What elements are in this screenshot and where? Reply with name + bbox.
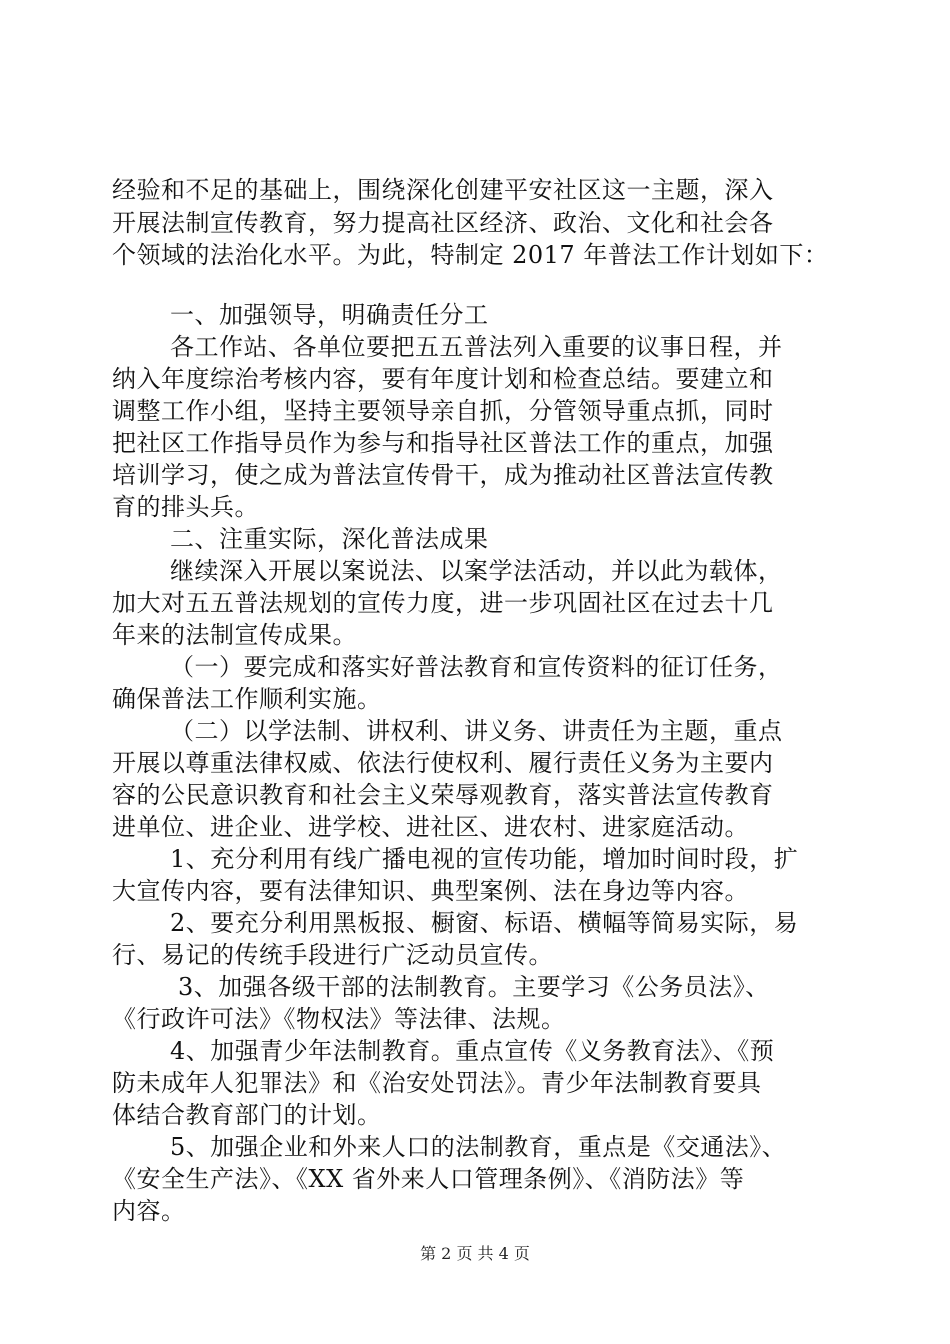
text-line-16: 确保普法工作顺利实施。	[112, 685, 382, 713]
text-line-8: 把社区工作指导员作为参与和指导社区普法工作的重点，加强	[112, 429, 774, 457]
text-line-1: 经验和不足的基础上，围绕深化创建平安社区这一主题，深入	[112, 176, 774, 204]
text-line-19: 容的公民意识教育和社会主义荣辱观教育，落实普法宣传教育	[112, 781, 774, 809]
text-line-12: 继续深入开展以案说法、以案学法活动，并以此为载体，	[170, 557, 783, 585]
text-line-7: 调整工作小组，坚持主要领导亲自抓，分管领导重点抓，同时	[112, 397, 774, 425]
text-line-32: 内容。	[112, 1197, 186, 1225]
text-line-27: 4、加强青少年法制教育。重点宣传《义务教育法》、《预	[170, 1037, 775, 1065]
page-number-footer: 第 2 页 共 4 页	[420, 1244, 530, 1263]
text-line-9: 培训学习，使之成为普法宣传骨干，成为推动社区普法宣传教	[112, 461, 774, 489]
text-line-28: 防未成年人犯罪法》和《治安处罚法》。青少年法制教育要具	[112, 1069, 762, 1097]
text-line-15: （一）要完成和落实好普法教育和宣传资料的征订任务，	[170, 653, 783, 681]
text-line-18: 开展以尊重法律权威、依法行使权利、履行责任义务为主要内	[112, 749, 774, 777]
text-line-22: 大宣传内容，要有法律知识、典型案例、法在身边等内容。	[112, 877, 749, 905]
text-line-21: 1、充分利用有线广播电视的宣传功能，增加时间时段，扩	[170, 845, 799, 873]
text-line-3: 个领域的法治化水平。为此，特制定 2017 年普法工作计划如下：	[112, 241, 829, 269]
text-line-13: 加大对五五普法规划的宣传力度，进一步巩固社区在过去十几	[112, 589, 774, 617]
text-line-25: 3、加强各级干部的法制教育。主要学习《公务员法》、	[178, 973, 770, 1001]
text-line-10: 育的排头兵。	[112, 493, 259, 521]
text-line-23: 2、要充分利用黑板报、橱窗、标语、横幅等简易实际，易	[170, 909, 799, 937]
text-line-24: 行、易记的传统手段进行广泛动员宣传。	[112, 941, 553, 969]
section-heading-1: 一、加强领导，明确责任分工	[170, 301, 489, 329]
text-line-5: 各工作站、各单位要把五五普法列入重要的议事日程，并	[170, 333, 783, 361]
text-line-31: 《安全生产法》、《XX 省外来人口管理条例》、《消防法》等	[112, 1165, 745, 1193]
text-line-30: 5、加强企业和外来人口的法制教育，重点是《交通法》、	[170, 1133, 787, 1161]
text-line-20: 进单位、进企业、进学校、进社区、进农村、进家庭活动。	[112, 813, 749, 841]
text-line-6: 纳入年度综治考核内容，要有年度计划和检查总结。要建立和	[112, 365, 774, 393]
text-line-14: 年来的法制宣传成果。	[112, 621, 357, 649]
text-line-29: 体结合教育部门的计划。	[112, 1101, 382, 1129]
section-heading-2: 二、注重实际，深化普法成果	[170, 525, 489, 553]
text-line-2: 开展法制宣传教育，努力提高社区经济、政治、文化和社会各	[112, 209, 774, 237]
text-line-26: 《行政许可法》《物权法》等法律、法规。	[112, 1005, 566, 1033]
text-line-17: （二）以学法制、讲权利、讲义务、讲责任为主题，重点	[170, 717, 783, 745]
